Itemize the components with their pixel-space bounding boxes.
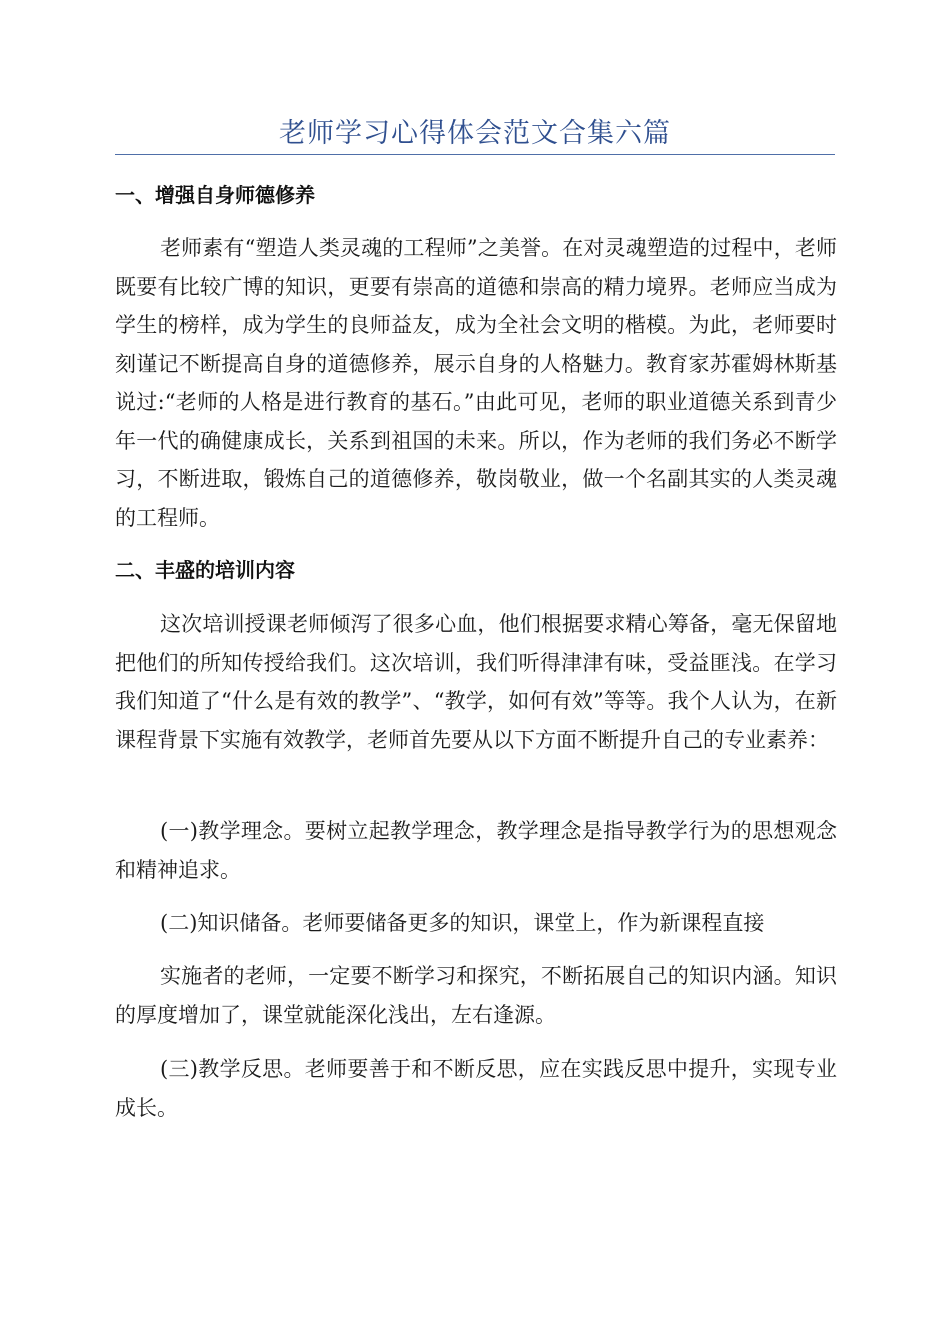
paragraph-6: (三)教学反思。老师要善于和不断反思，应在实践反思中提升，实现专业成长。 xyxy=(115,1057,837,1120)
section-heading-2: 二、丰盛的培训内容 xyxy=(115,558,295,582)
paragraph-3: (一)教学理念。要树立起教学理念，教学理念是指导教学行为的思想观念和精神追求。 xyxy=(115,819,837,882)
document-title: 老师学习心得体会范文合集六篇 xyxy=(279,118,671,149)
paragraph-5: 实施者的老师，一定要不断学习和探究，不断拓展自己的知识内涵。知识的厚度增加了，课堂就能深化浅出，左右逢源。 xyxy=(115,964,837,1027)
paragraph-4: (二)知识储备。老师要储备更多的知识，课堂上，作为新课程直接 xyxy=(160,911,765,935)
paragraph-2: 这次培训授课老师倾泻了很多心血，他们根据要求精心筹备，毫无保留地把他们的所知传授给我们。这次培训，我们听得津津有味，受益匪浅。在学习我们知道了“什么是有效的教学”、“教学，如何有效”等等。我个人认为，在新课程背景下实施有效教学，老师首先要从以下方面不断提升自己的专业素养： xyxy=(115,612,837,752)
section-heading-1: 一、增强自身师德修养 xyxy=(115,183,315,207)
title-underline xyxy=(115,154,835,155)
paragraph-1: 老师素有“塑造人类灵魂的工程师”之美誉。在对灵魂塑造的过程中，老师既要有比较广博的知识，更要有崇高的道德和崇高的精力境界。老师应当成为学生的榜样，成为学生的良师益友，成为全社会文明的楷模。为此，老师要时刻谨记不断提高自身的道德修养，展示自身的人格魅力。教育家苏霍姆林斯基说过:“老师的人格是进行教育的基石。”由此可见，老师的职业道德关系到青少年一代的确健康成长，关系到祖国的未来。所以，作为老师的我们务必不断学习，不断进取，锻炼自己的道德修养，敬岗敬业，做一个名副其实的人类灵魂的工程师。 xyxy=(115,236,837,530)
